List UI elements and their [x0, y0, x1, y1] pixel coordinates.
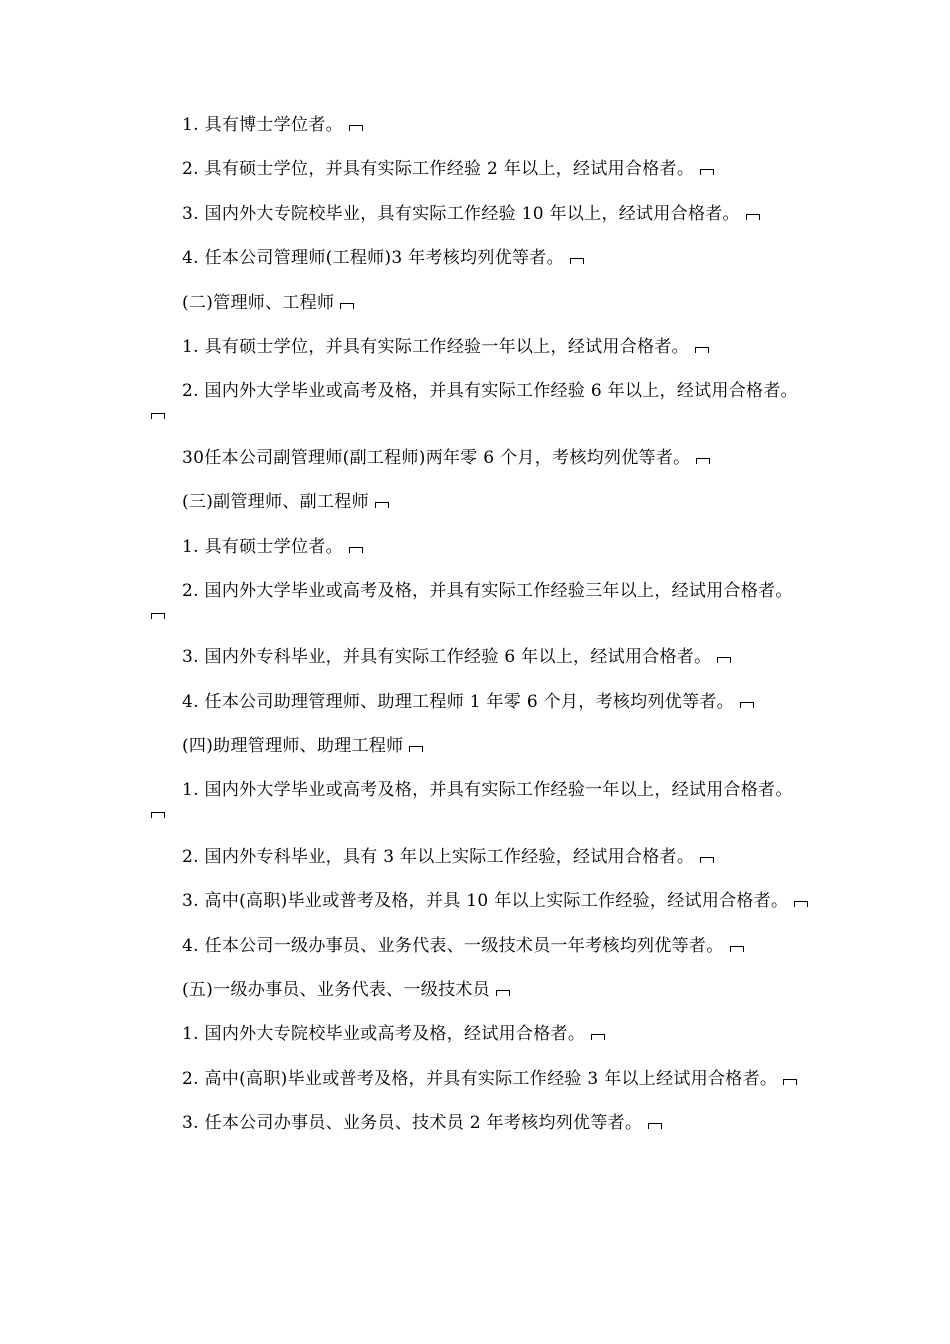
paragraph-text: 1. 国内外大学毕业或高考及格，并具有实际工作经验一年以上，经试用合格者。	[182, 780, 793, 801]
paragraph-text: 2. 具有硕士学位，并具有实际工作经验 2 年以上，经试用合格者。	[182, 159, 695, 180]
paragraph-text: 1. 国内外大专院校毕业或高考及格，经试用合格者。	[182, 1024, 586, 1045]
section-heading	[145, 735, 810, 757]
paragraph	[145, 380, 810, 424]
paragraph	[145, 447, 810, 469]
paragraph-text: 2. 国内外大学毕业或高考及格，并具有实际工作经验 6 年以上，经试用合格者。	[182, 381, 798, 402]
paragraph	[145, 114, 810, 136]
paragraph	[145, 336, 810, 358]
paragraph	[145, 646, 810, 668]
paragraph-mark-icon	[375, 502, 389, 508]
paragraph-mark-icon	[591, 1034, 605, 1040]
paragraph-text: 30任本公司副管理师(副工程师)两年零 6 个月，考核均列优等者。	[182, 447, 691, 468]
paragraph-mark-icon	[648, 1123, 662, 1129]
paragraph-text: 4. 任本公司管理师(工程师)3 年考核均列优等者。	[182, 248, 564, 269]
paragraph-text: 1. 具有硕士学位，并具有实际工作经验一年以上，经试用合格者。	[182, 336, 689, 357]
paragraph-mark-icon	[746, 214, 760, 220]
paragraph	[145, 779, 810, 823]
paragraph-text: 3. 任本公司办事员、业务员、技术员 2 年考核均列优等者。	[182, 1113, 643, 1134]
paragraph	[145, 935, 810, 957]
paragraph-mark-icon	[740, 702, 754, 708]
paragraph-text: 3. 高中(高职)毕业或普考及格，并具 10 年以上实际工作经验，经试用合格者。	[182, 891, 789, 912]
paragraph-mark-icon	[700, 169, 714, 175]
paragraph-mark-icon	[700, 857, 714, 863]
paragraph-text: 1. 具有博士学位者。	[182, 115, 343, 135]
paragraph-text: 4. 任本公司助理管理师、助理工程师 1 年零 6 个月，考核均列优等者。	[182, 691, 734, 712]
paragraph	[145, 691, 810, 713]
paragraph-mark-icon	[496, 990, 510, 996]
document-body	[145, 114, 810, 1157]
paragraph	[145, 536, 810, 558]
paragraph	[145, 846, 810, 868]
section-heading	[145, 491, 810, 513]
paragraph	[145, 203, 810, 225]
paragraph-mark-icon	[794, 901, 808, 907]
section-heading	[145, 979, 810, 1001]
paragraph-mark-icon	[151, 613, 165, 619]
paragraph-text: 2. 高中(高职)毕业或普考及格，并具有实际工作经验 3 年以上经试用合格者。	[182, 1068, 778, 1089]
paragraph-text: 1. 具有硕士学位者。	[182, 536, 343, 557]
paragraph-mark-icon	[349, 547, 363, 553]
paragraph-text: 2. 国内外大学毕业或高考及格，并具有实际工作经验三年以上，经试用合格者。	[182, 580, 793, 601]
paragraph-text: (五)一级办事员、业务代表、一级技术员	[182, 980, 490, 1001]
paragraph-text: (四)助理管理师、助理工程师	[182, 736, 404, 757]
paragraph	[145, 890, 810, 912]
paragraph-text: 3. 国内外大专院校毕业，具有实际工作经验 10 年以上，经试用合格者。	[182, 203, 740, 224]
paragraph-mark-icon	[151, 413, 165, 419]
paragraph-mark-icon	[695, 347, 709, 353]
paragraph-mark-icon	[349, 125, 363, 131]
paragraph-text: (二)管理师、工程师	[182, 292, 335, 313]
paragraph	[145, 1023, 810, 1045]
paragraph-mark-icon	[717, 657, 731, 663]
paragraph	[145, 247, 810, 269]
paragraph-text: 3. 国内外专科毕业，并具有实际工作经验 6 年以上，经试用合格者。	[182, 647, 712, 668]
paragraph-mark-icon	[783, 1079, 797, 1085]
paragraph	[145, 1112, 810, 1134]
paragraph-text: 2. 国内外专科毕业，具有 3 年以上实际工作经验，经试用合格者。	[182, 846, 695, 867]
paragraph-mark-icon	[570, 258, 584, 264]
paragraph-mark-icon	[409, 746, 423, 752]
paragraph-text: 4. 任本公司一级办事员、业务代表、一级技术员一年考核均列优等者。	[182, 935, 724, 956]
paragraph-mark-icon	[696, 458, 710, 464]
paragraph	[145, 158, 810, 180]
paragraph	[145, 1068, 810, 1090]
paragraph-text: (三)副管理师、副工程师	[182, 492, 369, 513]
paragraph-mark-icon	[340, 303, 354, 309]
paragraph	[145, 580, 810, 624]
paragraph-mark-icon	[151, 812, 165, 818]
section-heading	[145, 292, 810, 314]
paragraph-mark-icon	[730, 946, 744, 952]
